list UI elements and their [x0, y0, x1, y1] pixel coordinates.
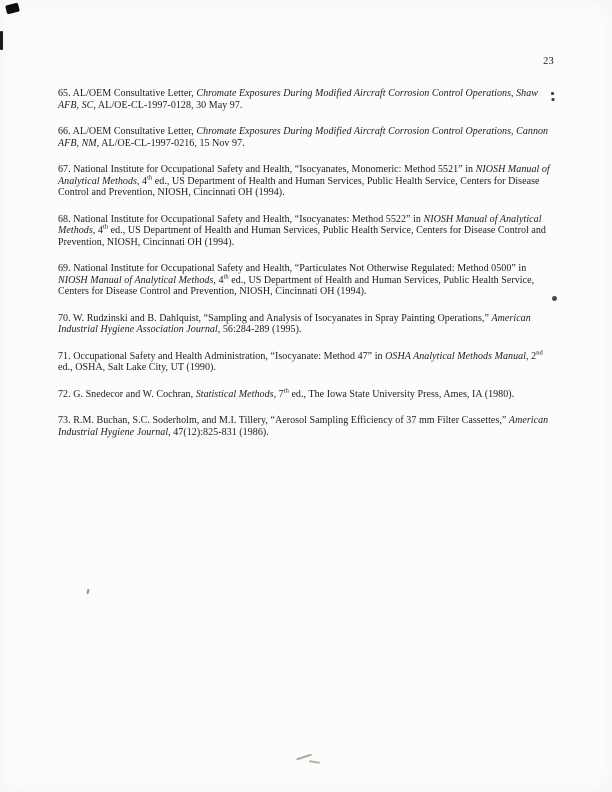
reference-title: Chromate Exposures During Modified Aircraft Corrosion Control Operations, Shaw AFB, SC — [58, 88, 539, 111]
reference-title: Chromate Exposures During Modified Aircraft Corrosion Control Operations, Cannon AFB, NM — [58, 126, 549, 149]
reference-item — [58, 389, 552, 401]
reference-text: , 47(12):825-831 (1986). — [168, 426, 269, 438]
reference-item — [58, 214, 552, 249]
scan-artifact — [5, 3, 20, 15]
reference-item — [58, 313, 552, 336]
reference-text: , AL/OE-CL-1997-0128, 30 May 97. — [93, 99, 243, 111]
reference-title: NIOSH Manual of Analytical Methods — [58, 213, 542, 236]
ordinal-suffix: th — [102, 223, 109, 231]
reference-text: , 4 — [136, 175, 148, 187]
scan-artifact — [86, 589, 89, 594]
reference-text: 68. National Institute for Occupational Safety and Health, “Isocyanates: Method 5522” in — [58, 213, 424, 225]
scan-artifact — [0, 31, 3, 50]
reference-text: ed., OSHA, Salt Lake City, UT (1990). — [58, 362, 216, 373]
reference-text: ed., US Department of Health and Human Services, Public Health Service, Centers for Disease Control and Prevention, NIOSH, Cincinnati OH (1994). — [58, 225, 546, 248]
reference-item — [58, 164, 552, 199]
reference-title: OSHA Analytical Methods Manual — [385, 350, 526, 362]
reference-text: 69. National Institute for Occupational Safety and Health, “Particulates Not Otherwise Regulated: Method 0500” in — [58, 263, 527, 274]
reference-text: , AL/OE-CL-1997-0216, 15 Nov 97. — [96, 137, 245, 149]
reference-title: NIOSH Manual of Analytical Methods — [58, 274, 214, 286]
reference-text: 72. G. Snedecor and W. Cochran, — [58, 388, 196, 400]
scan-artifact — [296, 754, 312, 761]
reference-title: American Industrial Hygiene Journal — [58, 415, 549, 438]
reference-title: NIOSH Manual of Analytical Methods — [58, 164, 550, 187]
page-number: 23 — [543, 56, 554, 67]
reference-text: 70. W. Rudzinski and B. Dahlquist, “Sampling and Analysis of Isocyanates in Spray Painting Operations,” — [58, 312, 492, 324]
reference-text: , 4 — [92, 225, 103, 236]
reference-text: 71. Occupational Safety and Health Administration, “Isocyanate: Method 47” in — [58, 350, 386, 362]
reference-text: , 2 — [526, 350, 537, 362]
ordinal-suffix: th — [283, 387, 289, 395]
reference-text: ed., US Department of Health and Human Services, Public Health Service, Centers for Disease Control and Prevention, NIOSH, Cincinnati OH (1994). — [58, 175, 540, 198]
reference-text: 65. AL/OEM Consultative Letter, — [58, 88, 197, 99]
references-list — [58, 88, 552, 453]
reference-text: ed., US Department of Health and Human Services, Public Health Service, Centers for Disease Control and Prevention, NIOSH, Cincinnati OH (1994). — [58, 274, 535, 297]
scan-artifact — [309, 760, 320, 764]
reference-text: 67. National Institute for Occupational Safety and Health, “Isocyanates, Monomeric: Method 5521” in — [58, 164, 476, 175]
ordinal-suffix: th — [147, 174, 153, 182]
reference-item — [58, 351, 552, 374]
ordinal-suffix: th — [223, 273, 229, 281]
reference-item — [58, 263, 552, 298]
scan-artifact — [552, 296, 557, 301]
reference-item — [58, 126, 552, 149]
reference-text: , 4 — [213, 274, 224, 286]
reference-item — [58, 88, 552, 111]
reference-title: American Industrial Hygiene Association Journal — [58, 312, 531, 335]
reference-item — [58, 415, 552, 438]
reference-text: 66. AL/OEM Consultative Letter, — [58, 126, 197, 137]
reference-text: , 56:284-289 (1995). — [217, 324, 302, 335]
reference-text: ed., The Iowa State University Press, Ames, IA (1980). — [288, 388, 515, 400]
reference-text: 73. R.M. Buchan, S.C. Soderholm, and M.I. Tillery, “Aerosol Sampling Efficiency of 37 mm Filter Cassettes,” — [58, 415, 509, 426]
reference-title: Statistical Methods — [195, 388, 274, 400]
ordinal-suffix: nd — [536, 349, 543, 357]
reference-text: , 7 — [273, 388, 284, 400]
